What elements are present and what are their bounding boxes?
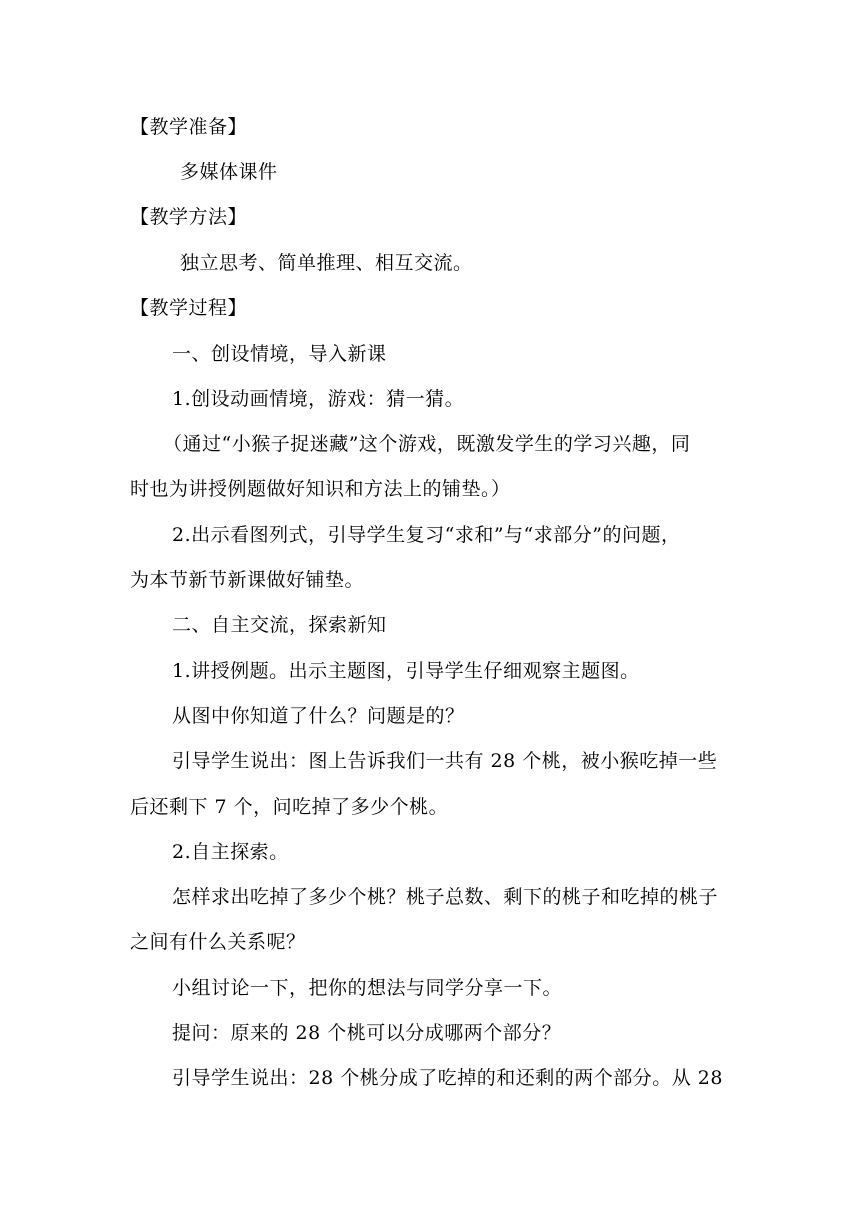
paragraph-line: 为本节新节新课做好铺垫。 [130,569,365,591]
paragraph-line: 从图中你知道了什么？问题是的？ [172,705,465,727]
paragraph-line: 小组讨论一下，把你的想法与同学分享一下。 [172,977,563,999]
paragraph-line: 1.讲授例题。出示主题图，引导学生仔细观察主题图。 [172,660,640,682]
paragraph-line: 多媒体课件 [180,161,278,183]
paragraph-line: 2.自主探索。 [172,841,289,863]
paragraph-line: 提问：原来的 28 个桃可以分成哪两个部分？ [172,1022,562,1044]
paragraph-line: 2.出示看图列式，引导学生复习“求和”与“求部分”的问题， [172,524,681,546]
paragraph-line: 1.创设动画情境，游戏：猜一猜。 [172,388,465,410]
heading-teaching-preparation: 【教学准备】 [130,116,248,138]
paragraph-line: 怎样求出吃掉了多少个桃？桃子总数、剩下的桃子和吃掉的桃子 [172,886,719,908]
paragraph-line: 引导学生说出：28 个桃分成了吃掉的和还剩的两个部分。从 28 [172,1067,723,1089]
section-heading-1: 一、创设情境，导入新课 [172,343,387,365]
section-heading-2: 二、自主交流，探索新知 [172,614,387,636]
paragraph-line: （通过“小猴子捉迷藏”这个游戏，既激发学生的学习兴趣，同 [163,433,691,455]
paragraph-line: 独立思考、简单推理、相互交流。 [180,252,473,274]
paragraph-line: 后还剩下 7 个，问吃掉了多少个桃。 [130,796,449,818]
paragraph-line: 时也为讲授例题做好知识和方法上的铺垫。） [130,478,511,500]
heading-teaching-method: 【教学方法】 [130,206,248,228]
paragraph-line: 之间有什么关系呢？ [130,931,306,953]
heading-teaching-process: 【教学过程】 [130,297,248,319]
paragraph-line: 引导学生说出：图上告诉我们一共有 28 个桃，被小猴吃掉一些 [172,750,718,772]
